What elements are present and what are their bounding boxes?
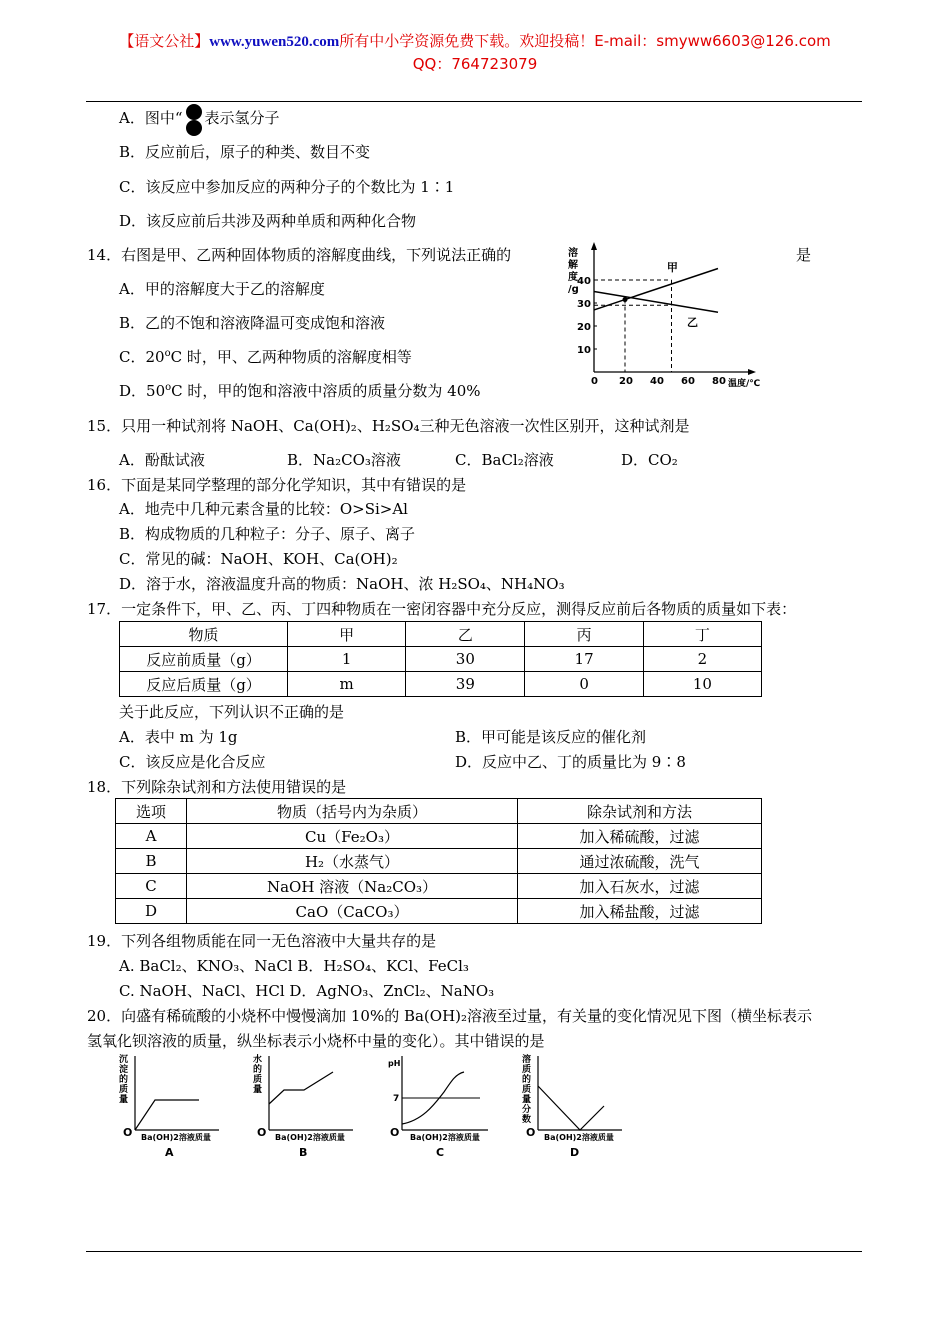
q17-option-c: C．该反应是化合反应 <box>119 753 266 771</box>
q14-stem-tail: 是 <box>796 246 812 264</box>
chart-series <box>594 261 718 329</box>
q17-option-a: A．表中 m 为 1g <box>119 728 238 746</box>
graph-b-label: B <box>299 1146 308 1159</box>
graph-c-ytick: 7 <box>393 1094 400 1104</box>
graph-d <box>518 1052 638 1162</box>
bottom-rule <box>86 1251 862 1252</box>
table-cell: H₂（水蒸气） <box>187 849 518 874</box>
table-cell: 通过浓硫酸，洗气 <box>518 849 762 874</box>
table-cell: D <box>116 899 187 924</box>
table-cell: 加入石灰水，过滤 <box>518 874 762 899</box>
table-header-row <box>120 622 762 647</box>
graph-c-origin: O <box>390 1126 400 1139</box>
page-header <box>0 30 950 75</box>
q13-option-c: C．该反应中参加反应的两种分子的个数比为 1∶1 <box>119 178 455 196</box>
table-row <box>116 849 762 874</box>
table-cell: C <box>116 874 187 899</box>
q19-stem: 19．下列各组物质能在同一无色溶液中大量共存的是 <box>87 932 437 950</box>
q17-option-d: D．反应中乙、丁的质量比为 9∶8 <box>455 753 686 771</box>
graph-b-curve <box>269 1072 333 1104</box>
chart-xtick-label: 80 <box>712 376 726 387</box>
hydrogen-molecule-icon <box>183 109 205 129</box>
table-cell: m <box>288 672 406 697</box>
q15-option-b: B．Na₂CO₃溶液 <box>287 451 401 469</box>
table-cell: 2 <box>643 647 761 672</box>
header-brand: 【语文公社】 <box>119 32 210 50</box>
chart-xtick-label: 0 <box>591 376 598 387</box>
graph-a-xlabel: Ba(OH)2溶液质量 <box>141 1133 211 1142</box>
q17-stem: 17．一定条件下，甲、乙、丙、丁四种物质在一密闭容器中充分反应，测得反应前后各物质的质量如下表： <box>87 600 797 618</box>
q18-table <box>115 798 762 924</box>
table-cell: 除杂试剂和方法 <box>518 799 762 824</box>
q16-option-d: D．溶于水，溶液温度升高的物质：NaOH、浓 H₂SO₄、NH₄NO₃ <box>119 575 565 593</box>
q17-option-b: B．甲可能是该反应的催化剂 <box>455 728 647 746</box>
q14-option-c: C．20$^o$C 时，甲、乙两种物质的溶解度相等 <box>119 348 412 366</box>
graph-d-ylabel: 溶质的质量分数 <box>522 1055 532 1125</box>
table-cell: 17 <box>525 647 643 672</box>
q15-option-c: C．BaCl₂溶液 <box>455 451 554 469</box>
q15-option-d: D．CO₂ <box>621 451 678 469</box>
chart-ytick-label: 10 <box>577 345 591 356</box>
chart-xtick-label: 60 <box>681 376 695 387</box>
q19-options-cd: C. NaOH、NaCl、HCl D．AgNO₃、ZnCl₂、NaNO₃ <box>119 982 495 1000</box>
q14-option-d: D．50$^o$C 时，甲的饱和溶液中溶质的质量分数为 40% <box>119 382 481 400</box>
table-cell: 物质 <box>120 622 288 647</box>
chart-series-label: 乙 <box>687 316 698 329</box>
graph-c-label: C <box>436 1146 445 1159</box>
table-cell: 30 <box>406 647 525 672</box>
graph-d-label: D <box>570 1146 580 1159</box>
q15-stem: 15．只用一种试剂将 NaOH、Ca(OH)₂、H₂SO₄三种无色溶液一次性区别开，这种试剂是 <box>87 417 690 435</box>
q16-option-a: A．地壳中几种元素含量的比较：O>Si>Al <box>119 500 408 518</box>
q20-line2: 氢氧化钡溶液的质量，纵坐标表示小烧杯中量的变化）。其中错误的是 <box>87 1032 545 1050</box>
table-cell: CaO（CaCO₃） <box>187 899 518 924</box>
graph-c <box>384 1052 494 1162</box>
graph-a-label: A <box>165 1146 174 1159</box>
table-cell: 10 <box>643 672 761 697</box>
table-cell: 甲 <box>288 622 406 647</box>
q16-stem: 16．下面是某同学整理的部分化学知识，其中有错误的是 <box>87 476 467 494</box>
chart-ytick-label: 40 <box>577 276 591 287</box>
chart-ylabel-3: 度 <box>568 272 578 283</box>
table-cell: A <box>116 824 187 849</box>
chart-xlabel: 温度/℃ <box>728 379 761 389</box>
chart-x-arrow <box>748 369 756 375</box>
chart-series-line <box>594 269 718 310</box>
graph-a-curve <box>135 1100 199 1130</box>
table-cell: 乙 <box>406 622 525 647</box>
header-text: 所有中小学资源免费下载。欢迎投稿！E-mail：smyww6603@126.com <box>339 32 831 50</box>
graph-a <box>115 1052 225 1162</box>
table-header-row <box>116 799 762 824</box>
table-cell: 选项 <box>116 799 187 824</box>
graph-d-origin: O <box>526 1126 536 1139</box>
graph-a-origin: O <box>123 1126 133 1139</box>
table-cell: 加入稀硫酸，过滤 <box>518 824 762 849</box>
table-row <box>120 647 762 672</box>
graph-b-ylabel: 水的质量 <box>253 1055 263 1095</box>
graph-d-xlabel: Ba(OH)2溶液质量 <box>544 1133 614 1142</box>
table-row <box>116 899 762 924</box>
table-cell: NaOH 溶液（Na₂CO₃） <box>187 874 518 899</box>
chart-series-line <box>594 292 718 313</box>
q17-table <box>119 621 762 697</box>
table-cell: 反应后质量（g） <box>120 672 288 697</box>
q18-stem: 18．下列除杂试剂和方法使用错误的是 <box>87 778 347 796</box>
q13-option-a: A．图中“ 表示氢分子 <box>119 108 280 129</box>
chart-xtick-label: 20 <box>619 376 633 387</box>
table-cell: 丙 <box>525 622 643 647</box>
q20-line1: 20．向盛有稀硫酸的小烧杯中慢慢滴加 10%的 Ba(OH)₂溶液至过量，有关量的变化情况见下图（横坐标表示 <box>87 1007 813 1025</box>
table-cell: 39 <box>406 672 525 697</box>
chart-xtick-label: 40 <box>650 376 664 387</box>
chart-series-label: 甲 <box>666 260 678 274</box>
q14-option-a: A．甲的溶解度大于乙的溶解度 <box>119 280 325 298</box>
table-row <box>116 824 762 849</box>
q16-option-c: C．常见的碱：NaOH、KOH、Ca(OH)₂ <box>119 550 398 568</box>
table-cell: B <box>116 849 187 874</box>
chart-y-arrow <box>591 242 597 250</box>
table-row <box>116 874 762 899</box>
q14-option-b: B．乙的不饱和溶液降温可变成饱和溶液 <box>119 314 386 332</box>
table-cell: 物质（括号内为杂质） <box>187 799 518 824</box>
graph-c-xlabel: Ba(OH)2溶液质量 <box>410 1133 480 1142</box>
table-cell: 反应前质量（g） <box>120 647 288 672</box>
graph-b <box>249 1052 359 1162</box>
table-row <box>120 672 762 697</box>
table-cell: 1 <box>288 647 406 672</box>
q14-stem: 14．右图是甲、乙两种固体物质的溶解度曲线，下列说法正确的 <box>87 246 512 264</box>
q13-option-d: D．该反应前后共涉及两种单质和两种化合物 <box>119 212 417 230</box>
header-url[interactable]: www.yuwen520.com <box>209 34 340 50</box>
header-qq: QQ：764723079 <box>412 55 538 73</box>
q13-option-b: B．反应前后，原子的种类、数目不变 <box>119 143 371 161</box>
table-cell: 0 <box>525 672 643 697</box>
chart-ylabel-1: 溶 <box>568 248 578 259</box>
graph-b-origin: O <box>257 1126 267 1139</box>
q17-after: 关于此反应，下列认识不正确的是 <box>119 703 345 721</box>
q16-option-b: B．构成物质的几种粒子：分子、原子、离子 <box>119 525 416 543</box>
chart-ylabel-2: 解 <box>568 260 578 271</box>
graph-a-ylabel: 沉淀的质量 <box>119 1055 129 1105</box>
q19-options-ab: A. BaCl₂、KNO₃、NaCl B．H₂SO₄、KCl、FeCl₃ <box>119 957 469 975</box>
table-cell: Cu（Fe₂O₃） <box>187 824 518 849</box>
graph-b-xlabel: Ba(OH)2溶液质量 <box>275 1133 345 1142</box>
chart-ytick-label: 20 <box>577 322 591 333</box>
table-cell: 加入稀盐酸，过滤 <box>518 899 762 924</box>
q15-option-a: A．酚酞试液 <box>119 451 205 469</box>
solubility-chart <box>556 240 776 390</box>
table-cell: 丁 <box>643 622 761 647</box>
graph-d-curve <box>538 1086 604 1130</box>
chart-ytick-label: 30 <box>577 299 591 310</box>
graph-c-ylabel: pH <box>388 1059 401 1068</box>
top-rule <box>86 101 862 102</box>
chart-ylabel-4: /g <box>568 284 579 295</box>
